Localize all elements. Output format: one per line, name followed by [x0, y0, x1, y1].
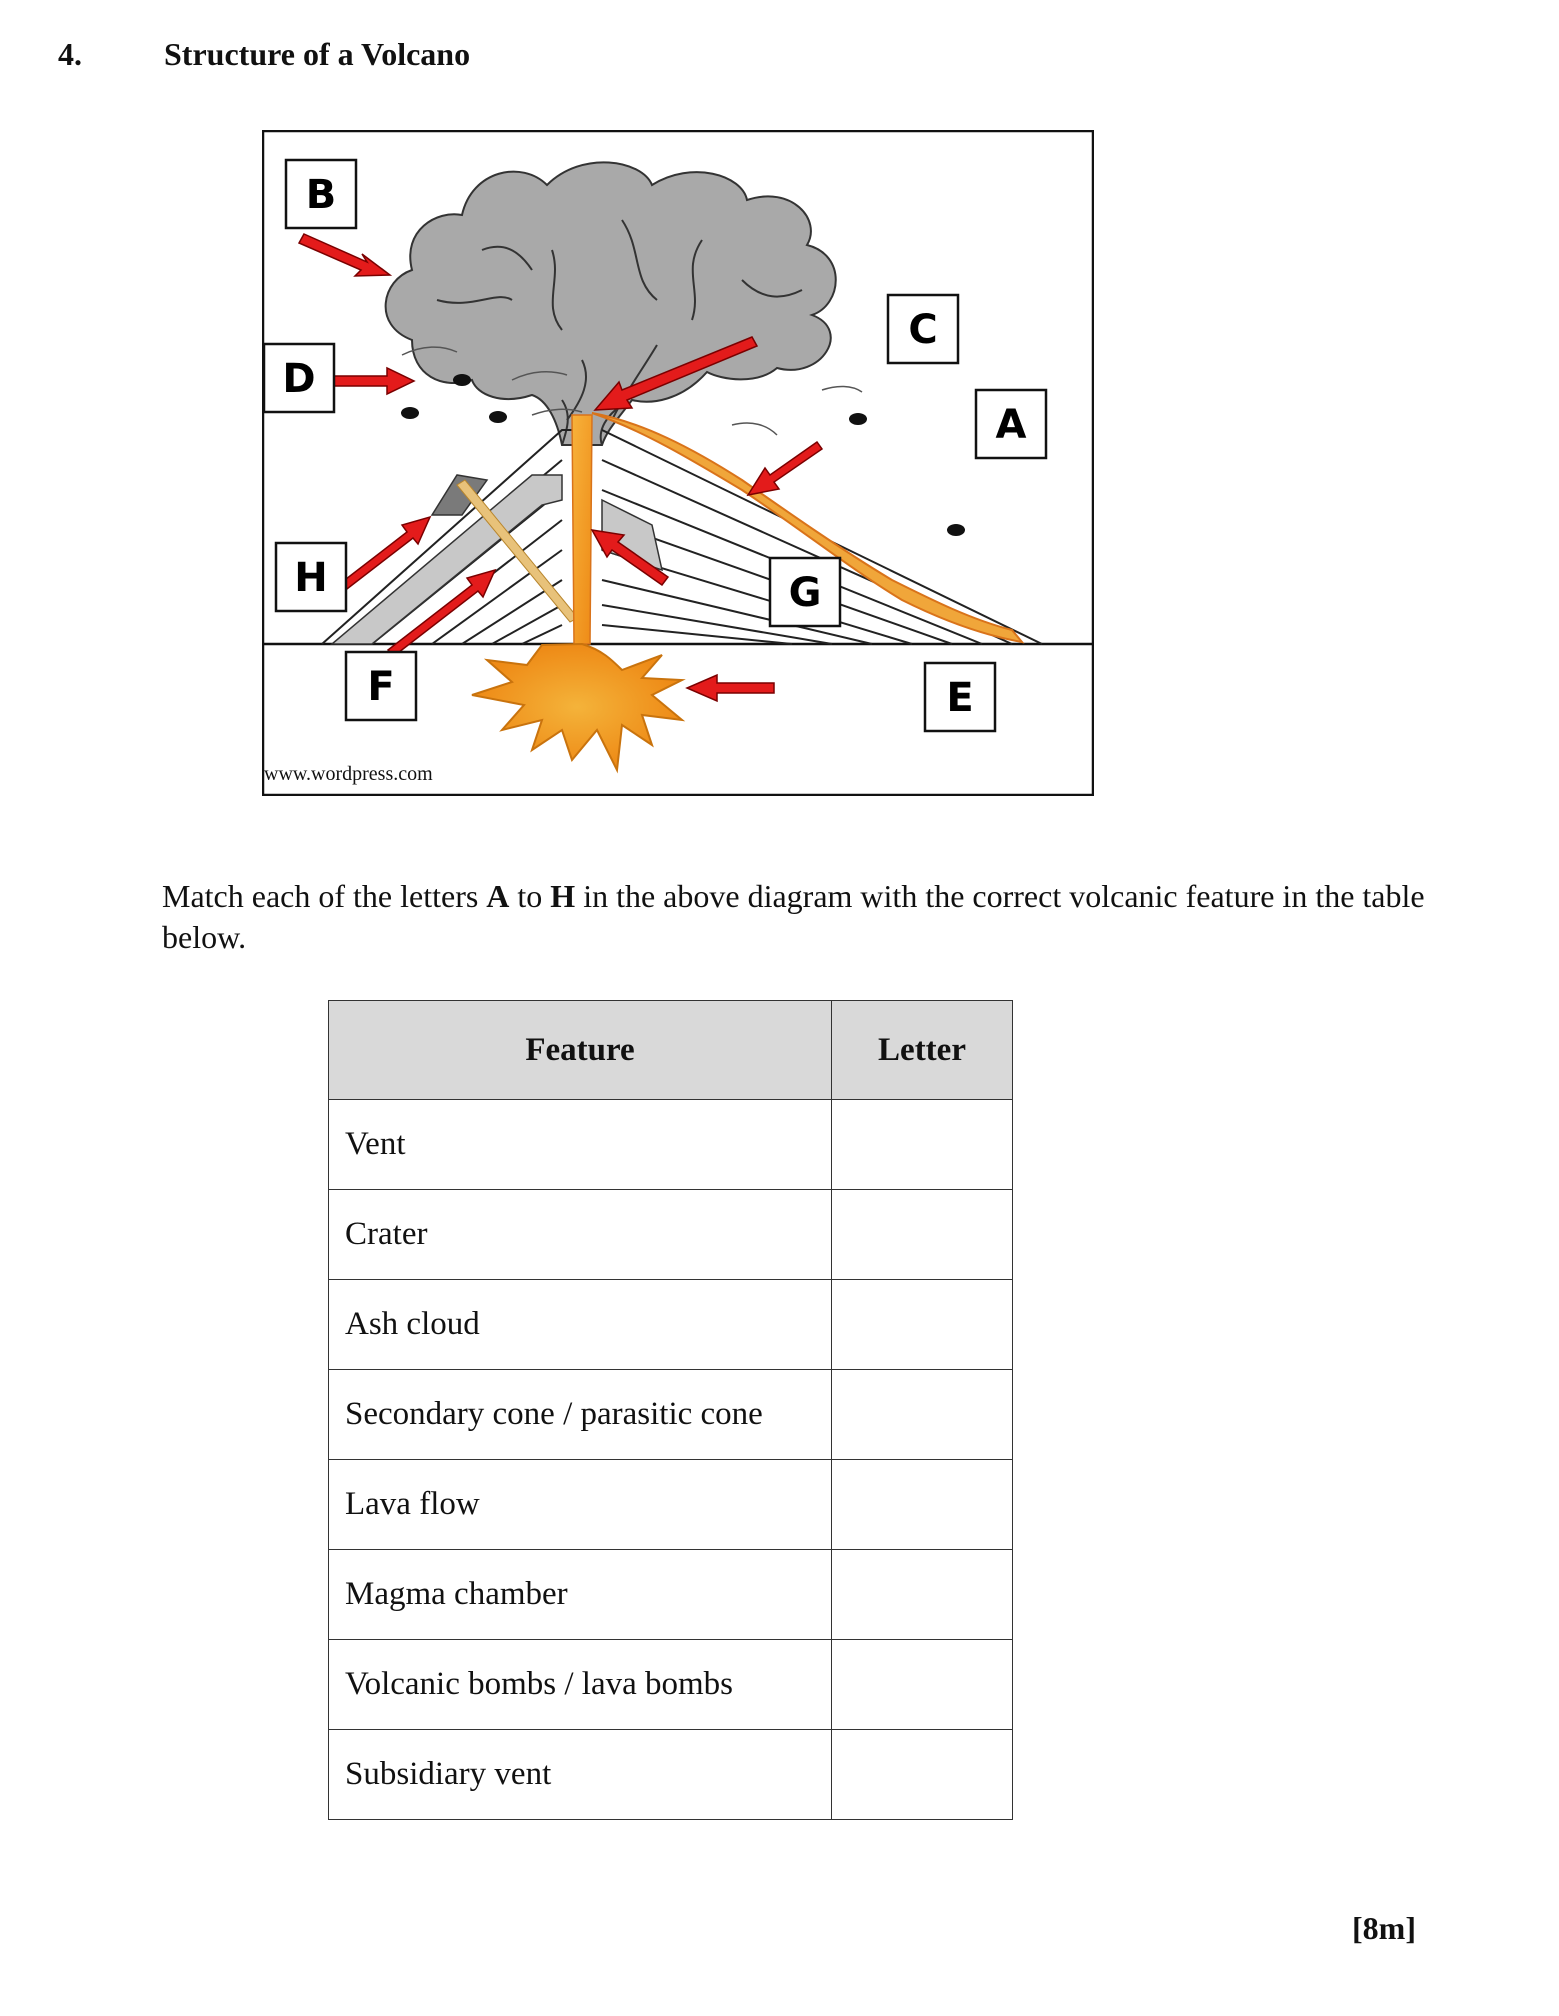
letter-cell[interactable]	[832, 1730, 1013, 1820]
source-credit: www.wordpress.com	[264, 763, 433, 785]
svg-text:H: H	[294, 555, 328, 601]
main-vent	[572, 415, 592, 644]
answer-table	[328, 1000, 1013, 1820]
label-h	[276, 543, 346, 611]
svg-text:B: B	[305, 172, 337, 218]
table-row	[329, 1640, 1013, 1730]
table-row	[329, 1280, 1013, 1370]
marks-total: [8m]	[1352, 1910, 1416, 1946]
instruction-text: Match each of the letters A to H in the above diagram with the correct volcanic feature in the table below.	[162, 878, 1425, 955]
feature-cell: Volcanic bombs / lava bombs	[329, 1640, 832, 1730]
table-row	[329, 1550, 1013, 1640]
header-feature: Feature	[329, 1001, 832, 1100]
feature-cell: Vent	[329, 1100, 832, 1190]
table-row	[329, 1370, 1013, 1460]
volcano-diagram	[262, 130, 1094, 796]
feature-cell: Lava flow	[329, 1460, 832, 1550]
label-a	[976, 390, 1046, 458]
label-g	[770, 558, 840, 626]
feature-cell: Crater	[329, 1190, 832, 1280]
letter-cell[interactable]	[832, 1460, 1013, 1550]
question-title: Structure of a Volcano	[164, 36, 471, 72]
svg-text:G: G	[788, 570, 822, 616]
table-row	[329, 1730, 1013, 1820]
letter-cell[interactable]	[832, 1370, 1013, 1460]
feature-cell: Subsidiary vent	[329, 1730, 832, 1820]
question-number: 4.	[58, 36, 82, 72]
svg-text:C: C	[908, 307, 938, 353]
letter-cell[interactable]	[832, 1190, 1013, 1280]
feature-cell: Secondary cone / parasitic cone	[329, 1370, 832, 1460]
table-row	[329, 1460, 1013, 1550]
table-row	[329, 1100, 1013, 1190]
letter-cell[interactable]	[832, 1550, 1013, 1640]
label-c	[888, 295, 958, 363]
label-b	[286, 160, 356, 228]
feature-cell: Ash cloud	[329, 1280, 832, 1370]
feature-cell: Magma chamber	[329, 1550, 832, 1640]
svg-text:D: D	[282, 356, 316, 402]
label-e	[925, 663, 995, 731]
svg-text:F: F	[367, 664, 395, 710]
header-letter: Letter	[832, 1001, 1013, 1100]
svg-text:E: E	[946, 675, 974, 721]
label-d	[264, 344, 334, 412]
letter-cell[interactable]	[832, 1100, 1013, 1190]
letter-cell[interactable]	[832, 1640, 1013, 1730]
letter-cell[interactable]	[832, 1280, 1013, 1370]
table-row	[329, 1190, 1013, 1280]
label-f	[346, 652, 416, 720]
svg-text:A: A	[995, 402, 1027, 448]
